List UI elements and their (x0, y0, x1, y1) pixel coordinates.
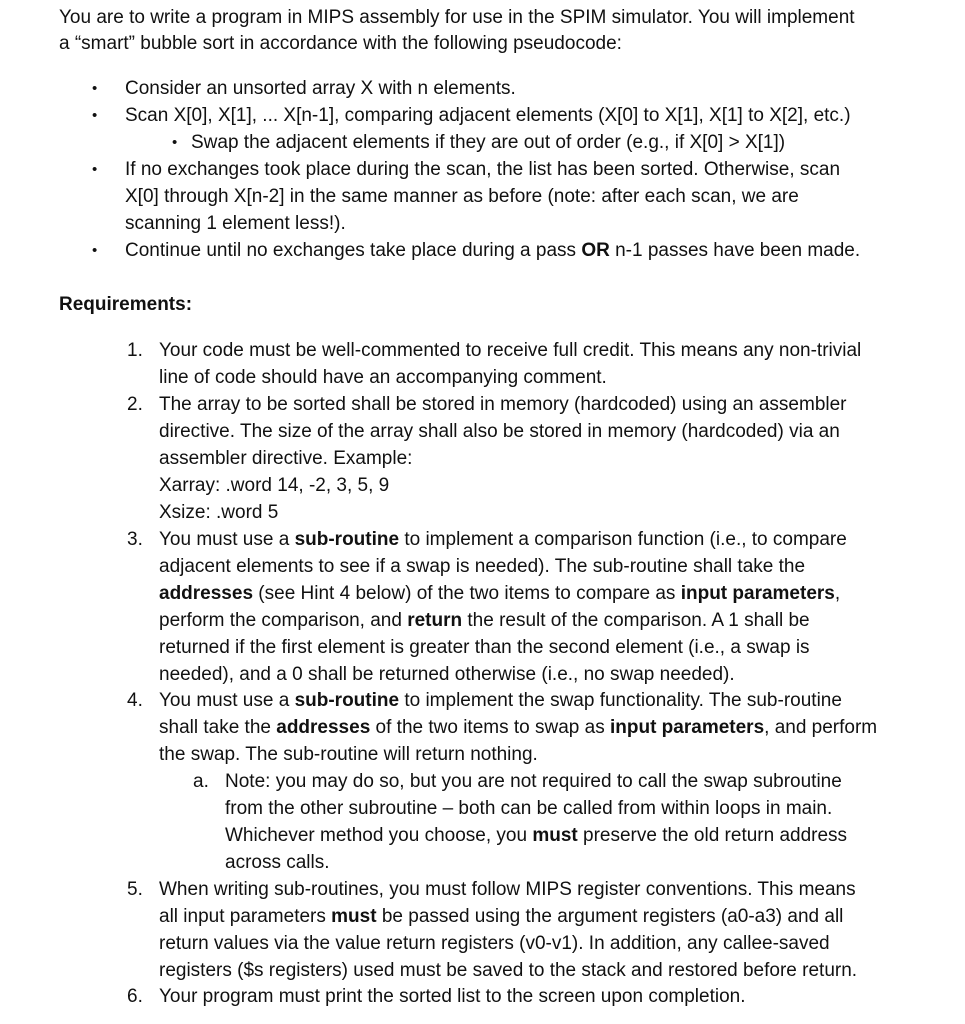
pseudocode-step-4: Continue until no exchanges take place during a pass OR n-1 passes have been made. (125, 240, 861, 261)
code-example-xsize: Xsize: .word 5 (159, 502, 279, 523)
pseudocode-step-3-line-2: X[0] through X[n-2] in the same manner as before (note: after each scan, we are (125, 186, 799, 207)
requirement-3-line-4: perform the comparison, and return the result of the comparison. A 1 shall be (159, 610, 810, 631)
bullet-dot: • (92, 80, 98, 97)
requirement-5-line-1: When writing sub-routines, you must follow MIPS register conventions. This means (159, 879, 856, 900)
pseudocode-step-3-line-1: If no exchanges took place during the scan, the list has been sorted. Otherwise, scan (125, 159, 841, 180)
requirement-5-line-2: all input parameters must be passed using the argument registers (a0-a3) and all (159, 906, 844, 927)
requirement-4a-line-2: from the other subroutine – both can be called from within loops in main. (225, 798, 833, 819)
requirement-4a-line-1: Note: you may do so, but you are not required to call the swap subroutine (225, 771, 842, 792)
pseudocode-step-2-sub: Swap the adjacent elements if they are out of order (e.g., if X[0] > X[1]) (191, 132, 786, 153)
list-number: 5. (127, 879, 143, 900)
list-letter: a. (193, 771, 209, 792)
sub-bullet-dot: • (172, 134, 178, 151)
requirement-4-line-2: shall take the addresses of the two items to swap as input parameters, and perform (159, 717, 878, 738)
requirement-5-line-3: return values via the value return registers (v0-v1). In addition, any callee-saved (159, 933, 830, 954)
list-number: 1. (127, 340, 143, 361)
requirement-2-line-1: The array to be sorted shall be stored in memory (hardcoded) using an assembler (159, 394, 847, 415)
intro-line-1: You are to write a program in MIPS assembly for use in the SPIM simulator. You will implement (59, 7, 855, 28)
requirement-1-line-2: line of code should have an accompanying comment. (159, 367, 607, 388)
requirement-4-line-3: the swap. The sub-routine will return nothing. (159, 744, 538, 765)
requirement-2-line-3: assembler directive. Example: (159, 448, 413, 469)
pseudocode-step-2: Scan X[0], X[1], ... X[n-1], comparing adjacent elements (X[0] to X[1], X[1] to X[2], etc.) (125, 105, 851, 126)
list-number: 3. (127, 529, 143, 550)
requirement-4a-line-3: Whichever method you choose, you must preserve the old return address (225, 825, 848, 846)
bullet-dot: • (92, 107, 98, 124)
requirements-heading: Requirements: (59, 294, 193, 315)
bullet-dot: • (92, 161, 98, 178)
list-number: 4. (127, 690, 143, 711)
requirement-4-line-1: You must use a sub-routine to implement the swap functionality. The sub-routine (159, 690, 842, 711)
requirement-3-line-3: addresses (see Hint 4 below) of the two items to compare as input parameters, (159, 583, 841, 604)
requirement-2-line-2: directive. The size of the array shall also be stored in memory (hardcoded) via an (159, 421, 840, 442)
requirement-3-line-6: needed), and a 0 shall be returned otherwise (i.e., no swap needed). (159, 664, 735, 685)
intro-line-2: a “smart” bubble sort in accordance with the following pseudocode: (59, 33, 622, 54)
requirement-4a-line-4: across calls. (225, 852, 330, 873)
requirement-5-line-4: registers ($s registers) used must be saved to the stack and restored before return. (159, 960, 858, 981)
requirement-3-line-1: You must use a sub-routine to implement a comparison function (i.e., to compare (159, 529, 847, 550)
requirement-3-line-2: adjacent elements to see if a swap is needed). The sub-routine shall take the (159, 556, 806, 577)
requirement-1-line-1: Your code must be well-commented to receive full credit. This means any non-trivial (159, 340, 862, 361)
bullet-dot: • (92, 242, 98, 259)
requirement-6-line-1: Your program must print the sorted list to the screen upon completion. (159, 986, 746, 1007)
code-example-xarray: Xarray: .word 14, -2, 3, 5, 9 (159, 475, 390, 496)
list-number: 6. (127, 986, 143, 1007)
pseudocode-step-1: Consider an unsorted array X with n elements. (125, 78, 516, 99)
pseudocode-step-3-line-3: scanning 1 element less!). (125, 213, 346, 234)
requirement-3-line-5: returned if the first element is greater than the second element (i.e., a swap is (159, 637, 810, 658)
list-number: 2. (127, 394, 143, 415)
